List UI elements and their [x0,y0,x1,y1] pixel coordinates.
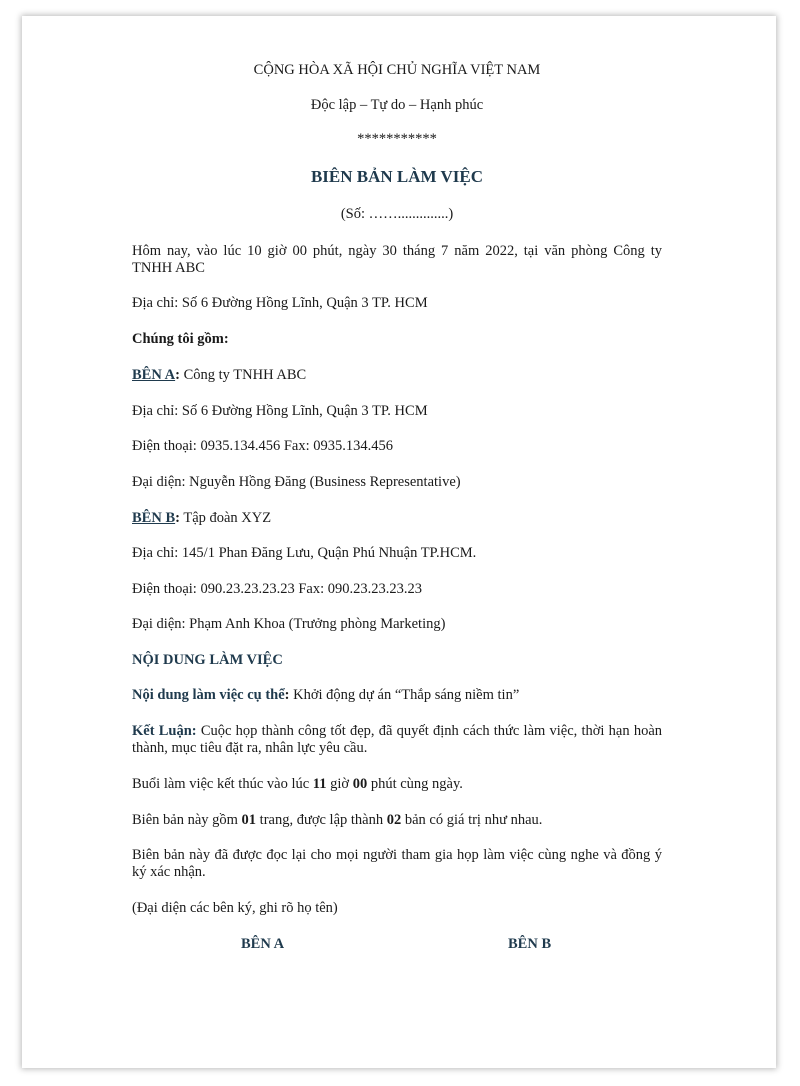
document-page [22,16,776,1068]
party-b-address: Địa chỉ: 145/1 Phan Đăng Lưu, Quận Phú Nhuận TP.HCM. [132,545,477,561]
page-count-post: bản có giá trị như nhau. [401,812,543,828]
parties-heading [132,331,662,348]
party-b-name: Tập đoàn XYZ [179,510,272,526]
party-a-address: Địa chỉ: Số 6 Đường Hồng Lĩnh, Quận 3 TP. HCM [132,403,428,419]
party-a-label: BÊN A [132,367,176,383]
content-detail [132,687,662,704]
party-a-colon: : [175,367,180,383]
read-confirm: Biên bản này đã được đọc lại cho mọi người tham gia họp làm việc cùng nghe và đồng ý ký xác nhận. [132,847,662,880]
signature-party-a: BÊN A [241,936,285,952]
end-time-mid: giờ [326,776,353,792]
document-title: BIÊN BẢN LÀM VIỆC [310,167,484,186]
conclusion [132,723,662,757]
meeting-address: Địa chỉ: Số 6 Đường Hồng Lĩnh, Quận 3 TP. HCM [132,295,428,311]
nation-heading: CỘNG HÒA XÃ HỘI CHỦ NGHĨA VIỆT NAM [253,62,541,78]
party-a-representative: Đại diện: Nguyễn Hồng Đăng (Business Representative) [132,474,461,490]
copies-number: 02 [386,812,402,828]
party-b-line [132,510,662,527]
party-a-name: Công ty TNHH ABC [179,367,307,383]
intro-paragraph: Hôm nay, vào lúc 10 giờ 00 phút, ngày 30 tháng 7 năm 2022, tại văn phòng Công ty TNHH ABC [132,243,662,276]
content-detail-label: Nội dung làm việc cụ thể [132,687,285,703]
conclusion-text: Cuộc họp thành công tốt đẹp, đã quyết định cách thức làm việc, thời hạn hoàn thành, mục tiêu đặt ra, nhân lực yêu cầu. [132,723,662,756]
page-count [132,812,662,829]
content-detail-colon: : [284,687,290,703]
conclusion-label: Kết Luận: [132,723,197,739]
page-count-number: 01 [241,812,257,828]
end-time-post: phút cùng ngày. [367,776,463,792]
end-time-minute: 00 [352,776,368,792]
page-count-pre: Biên bản này gồm [132,812,242,828]
parties-heading-text: Chúng tôi gồm: [132,331,229,347]
content-detail-text: Khởi động dự án “Thắp sáng niềm tin” [289,687,520,703]
motto: Độc lập – Tự do – Hạnh phúc [310,97,484,113]
party-b-representative: Đại diện: Phạm Anh Khoa (Trưởng phòng Marketing) [132,616,446,632]
page-count-mid: trang, được lập thành [256,812,387,828]
sign-note: (Đại diện các bên ký, ghi rõ họ tên) [132,900,338,916]
party-b-phone: Điện thoại: 090.23.23.23.23 Fax: 090.23.23.23.23 [132,581,422,597]
signature-party-b: BÊN B [508,936,552,952]
stars-divider: *********** [357,131,437,147]
party-b-label: BÊN B [132,510,176,526]
document-number: (Số: ……..............) [340,206,454,222]
party-a-line [132,367,662,384]
section-heading: NỘI DUNG LÀM VIỆC [132,652,283,668]
end-time [132,776,662,793]
end-time-hour: 11 [312,776,327,792]
party-a-phone: Điện thoại: 0935.134.456 Fax: 0935.134.456 [132,438,393,454]
party-b-colon: : [175,510,180,526]
end-time-pre: Buổi làm việc kết thúc vào lúc [132,776,313,792]
